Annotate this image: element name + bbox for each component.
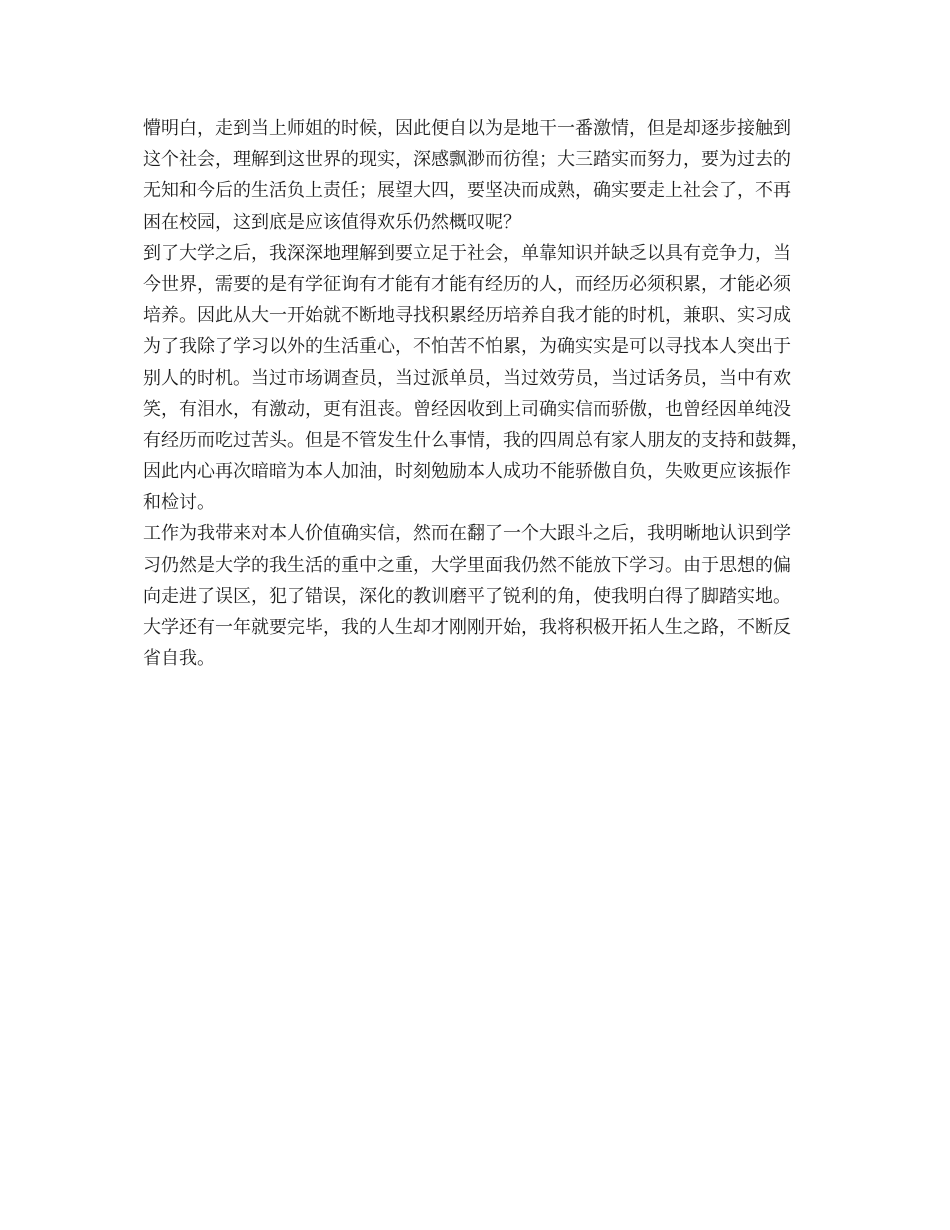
text-line: 懵明白，走到当上师姐的时候，因此便自以为是地干一番激情，但是却逐步接触到: [143, 118, 791, 139]
text-line: 困在校园，这到底是应该值得欢乐仍然概叹呢？: [143, 211, 521, 233]
text-line: 到了大学之后，我深深地理解到要立足于社会，单靠知识并缺乏以具有竞争力，当: [143, 242, 791, 264]
text-line: 有经历而吃过苦头。但是不管发生什么事情，我的四周总有家人朋友的支持和鼓舞，: [143, 429, 809, 451]
text-line: 向走进了误区，犯了错误，深化的教训磨平了锐利的角，使我明白得了脚踏实地。: [143, 585, 791, 607]
text-line: 因此内心再次暗暗为本人加油，时刻勉励本人成功不能骄傲自负，失败更应该振作: [143, 461, 791, 483]
text-line: 省自我。: [143, 648, 215, 670]
text-line: 无知和今后的生活负上责任；展望大四，要坚决而成熟，确实要走上社会了，不再: [143, 180, 791, 202]
text-line: 别人的时机。当过市场调查员，当过派单员，当过效劳员，当过话务员，当中有欢: [143, 367, 791, 389]
document-body: [143, 113, 823, 674]
text-line: 为了我除了学习以外的生活重心，不怕苦不怕累，为确实实是可以寻找本人突出于: [143, 336, 791, 358]
text-line: 大学还有一年就要完毕，我的人生却才刚刚开始，我将积极开拓人生之路，不断反: [143, 617, 791, 638]
text-line: 习仍然是大学的我生活的重中之重，大学里面我仍然不能放下学习。由于思想的偏: [143, 554, 791, 576]
text-line: 笑，有泪水，有激动，更有沮丧。曾经因收到上司确实信而骄傲，也曾经因单纯没: [143, 398, 791, 420]
text-line: 和检讨。: [143, 492, 215, 514]
text-line: 这个社会，理解到这世界的现实，深感飘渺而彷徨；大三踏实而努力，要为过去的: [143, 149, 791, 171]
text-line: 工作为我带来对本人价值确实信，然而在翻了一个大跟斗之后，我明晰地认识到学: [143, 523, 791, 545]
text-line: 培养。因此从大一开始就不断地寻找积累经历培养自我才能的时机，兼职、实习成: [143, 305, 791, 327]
text-line: 今世界，需要的是有学征询有才能有才能有经历的人，而经历必须积累，才能必须: [143, 273, 791, 295]
